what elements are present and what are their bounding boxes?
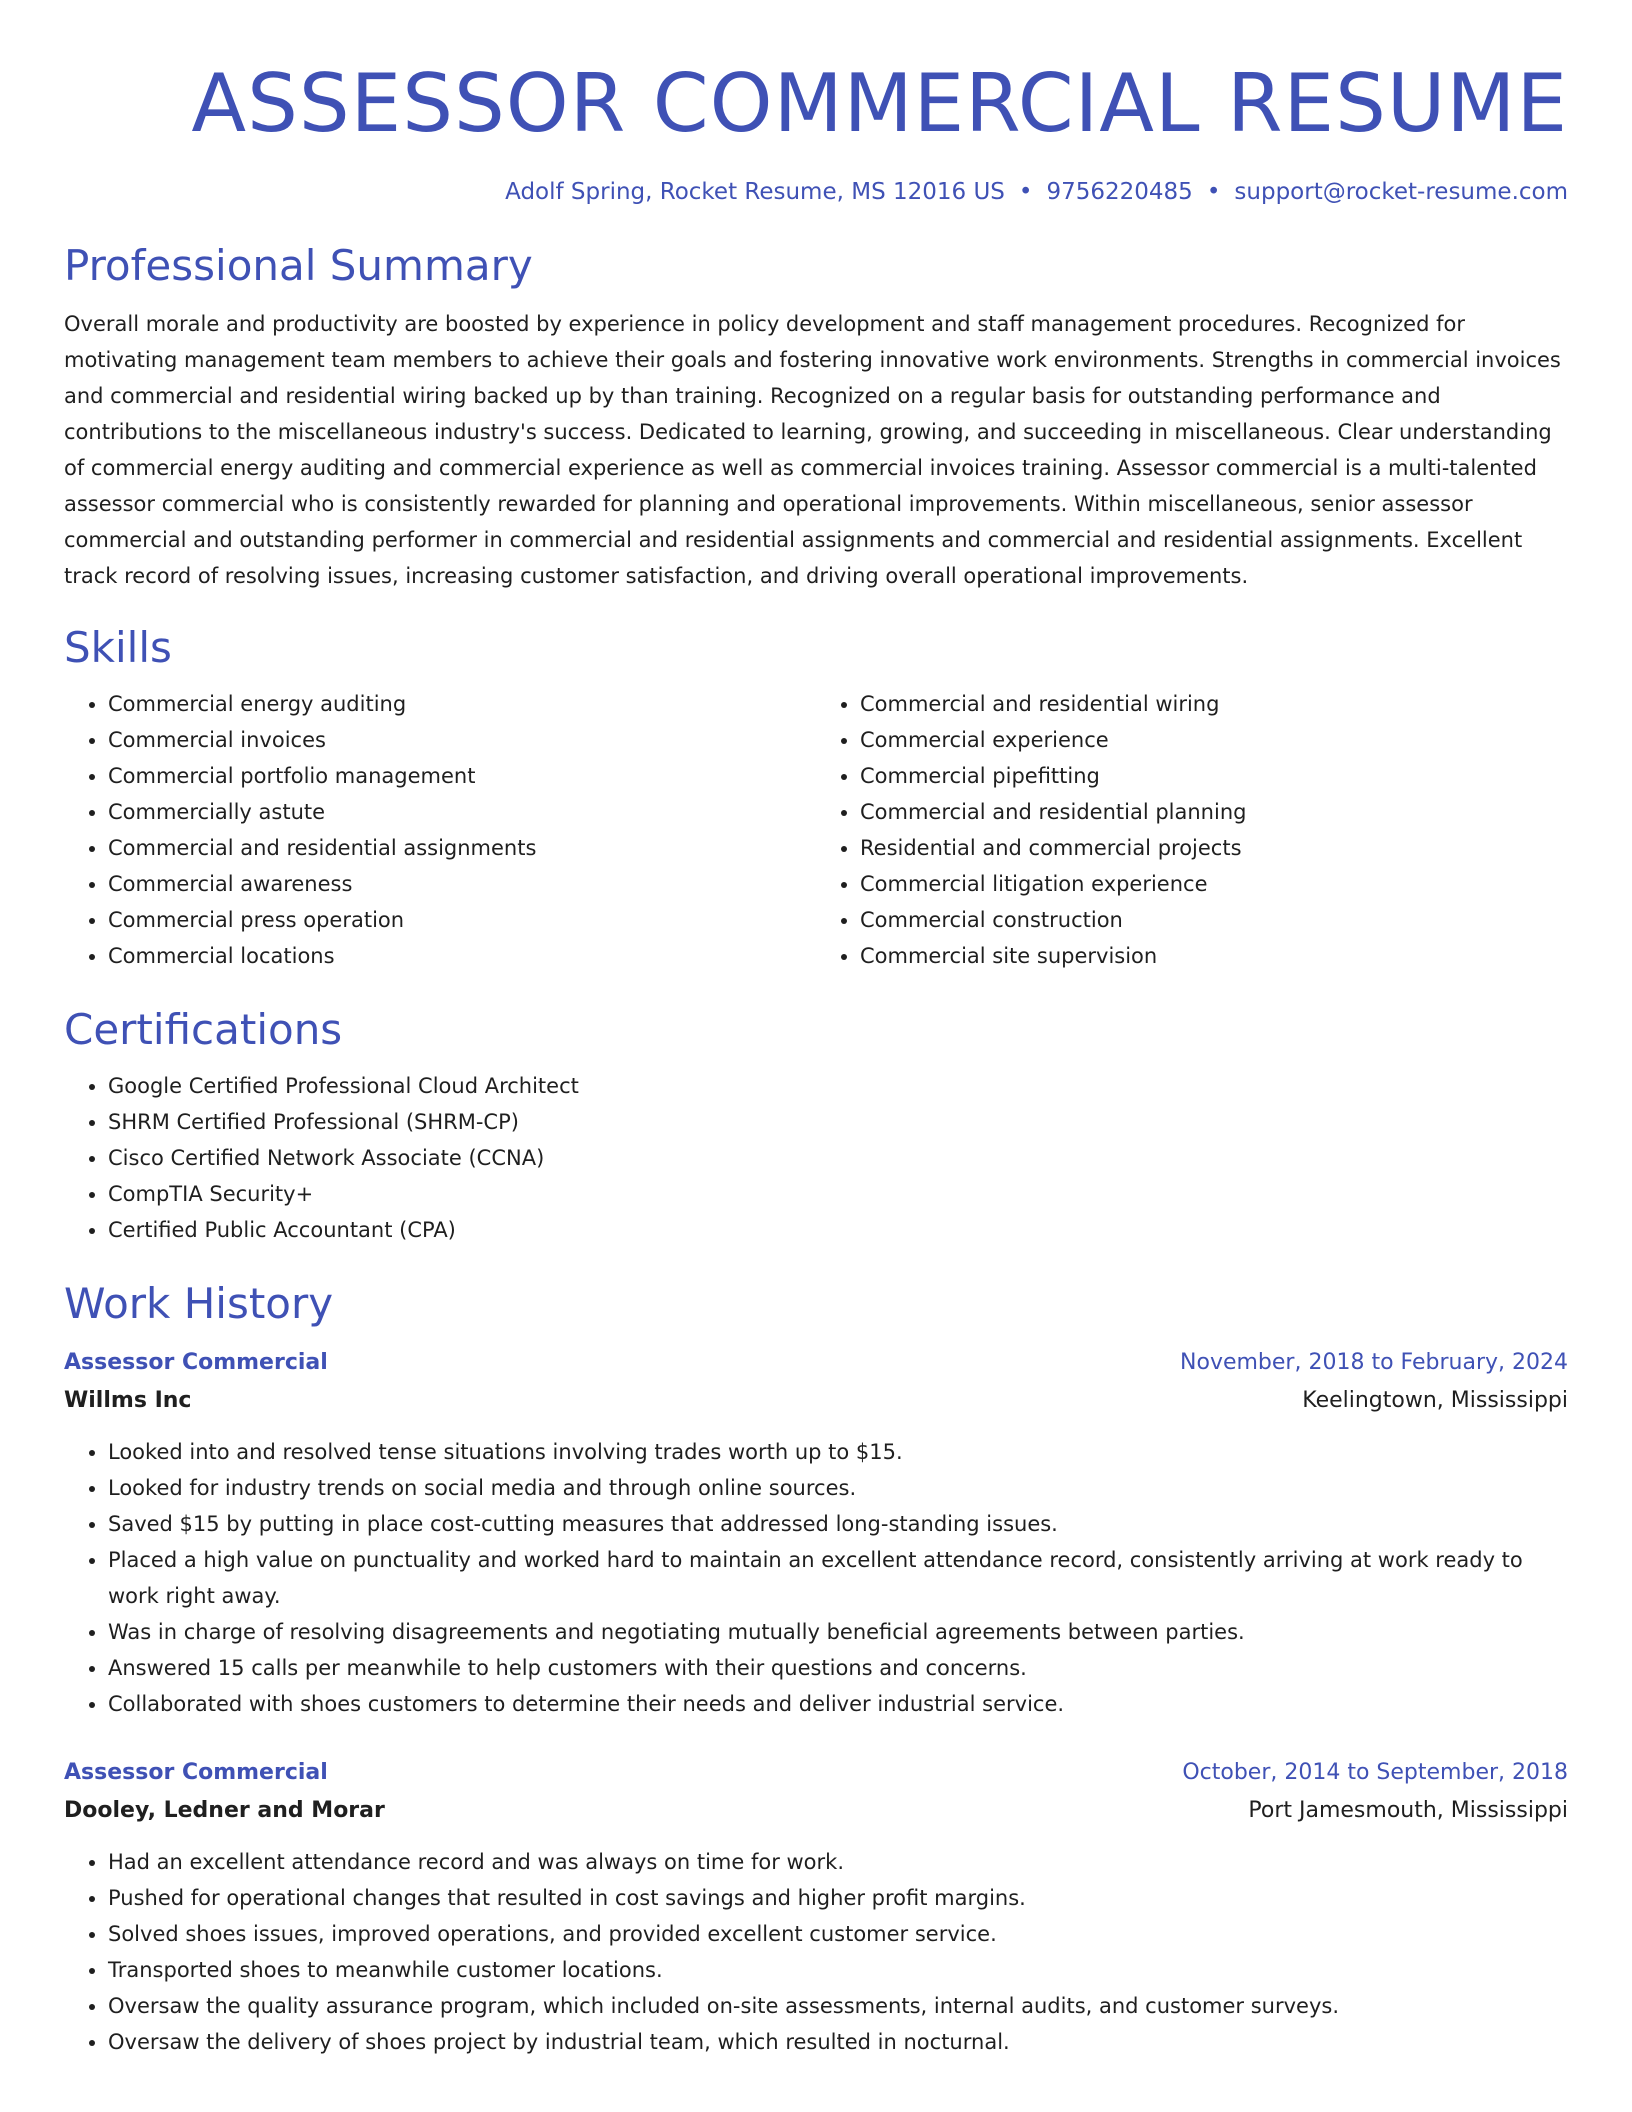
- job-company: Willms Inc: [64, 1388, 192, 1413]
- certification-item: • Cisco Certified Network Associate (CCNA): [108, 1140, 1568, 1176]
- job-company: Dooley, Ledner and Morar: [64, 1798, 385, 1823]
- job-bullet: • Placed a high value on punctuality and worked hard to maintain an excellent attendance record, consistently arriving at work ready to work right away.: [108, 1542, 1568, 1614]
- summary-heading: Professional Summary: [64, 241, 533, 290]
- skill-item: • Residential and commercial projects: [860, 830, 1568, 866]
- summary-text: Overall morale and productivity are boosted by experience in policy development and staff management procedures. Recognized for motivating management team members to achieve their goals and fostering innovative work environments. Strengths in commercial invoices and commercial and residential wiring backed up by than training. Recognized on a regular basis for outstanding performance and contributions to the miscellaneous industry's success. Dedicated to learning, growing, and succeeding in miscellaneous. Clear understanding of commercial energy auditing and commercial experience as well as commercial invoices training. Assessor commercial is a multi-talented assessor commercial who is consistently rewarded for planning and operational improvements. Within miscellaneous, senior assessor commercial and outstanding performer in commercial and residential assignments and commercial and residential assignments. Excellent track record of resolving issues, increasing customer satisfaction, and driving overall operational improvements.: [64, 312, 1561, 588]
- resume-page: [64, 0, 1568, 2060]
- contact-phone[interactable]: 9756220485: [1046, 179, 1193, 205]
- certification-item: • Certified Public Accountant (CPA): [108, 1212, 1568, 1248]
- job-role: Assessor Commercial: [64, 1760, 328, 1785]
- job-bullet: • Pushed for operational changes that resulted in cost savings and higher profit margins.: [108, 1880, 1568, 1916]
- skills-heading: Skills: [64, 623, 172, 672]
- contact-separator: •: [1018, 179, 1033, 205]
- job-role: Assessor Commercial: [64, 1350, 328, 1375]
- skill-item: • Commercial litigation experience: [860, 866, 1568, 902]
- skill-item: • Commercial and residential planning: [860, 794, 1568, 830]
- skill-item: • Commercial and residential assignments: [108, 830, 816, 866]
- summary-section: [64, 238, 1568, 594]
- job-entry: [64, 1754, 1568, 2060]
- skill-item: • Commercial pipefitting: [860, 758, 1568, 794]
- job-entry: [64, 1344, 1568, 1722]
- skill-item: • Commercial press operation: [108, 902, 816, 938]
- resume-header: [64, 0, 1568, 208]
- job-bullet: • Transported shoes to meanwhile customer locations.: [108, 1952, 1568, 1988]
- certification-item: • SHRM Certified Professional (SHRM-CP): [108, 1104, 1568, 1140]
- job-bullet: • Oversaw the quality assurance program, which included on-site assessments, internal audits, and customer surveys.: [108, 1988, 1568, 2024]
- job-company-row: [64, 1382, 1568, 1420]
- job-header-row: [64, 1344, 1568, 1382]
- certification-item: • CompTIA Security+: [108, 1176, 1568, 1212]
- work-history-heading: Work History: [64, 1279, 334, 1328]
- skill-item: • Commercial site supervision: [860, 938, 1568, 974]
- job-bullet: • Oversaw the delivery of shoes project by industrial team, which resulted in nocturnal.: [108, 2024, 1568, 2060]
- job-bullet: • Looked into and resolved tense situations involving trades worth up to $15.: [108, 1434, 1568, 1470]
- skill-item: • Commercial awareness: [108, 866, 816, 902]
- contact-separator: •: [1206, 179, 1221, 205]
- job-bullets: [64, 1434, 1568, 1722]
- job-bullet: • Answered 15 calls per meanwhile to help customers with their questions and concerns.: [108, 1650, 1568, 1686]
- page-title: ASSESSOR COMMERCIAL RESUME: [191, 57, 1568, 150]
- skills-section: [64, 620, 1568, 974]
- skill-item: • Commercially astute: [108, 794, 816, 830]
- skills-columns: [64, 686, 1568, 974]
- certifications-heading: Certifications: [64, 1005, 343, 1054]
- skill-item: • Commercial energy auditing: [108, 686, 816, 722]
- contact-email[interactable]: support@rocket-resume.com: [1234, 179, 1568, 205]
- skill-item: • Commercial and residential wiring: [860, 686, 1568, 722]
- job-bullet: • Had an excellent attendance record and was always on time for work.: [108, 1844, 1568, 1880]
- job-location: Port Jamesmouth, Mississippi: [1248, 1798, 1568, 1823]
- certifications-section: [64, 1002, 1568, 1248]
- job-bullets: [64, 1844, 1568, 2060]
- skill-item: • Commercial construction: [860, 902, 1568, 938]
- job-bullet: • Collaborated with shoes customers to determine their needs and deliver industrial service.: [108, 1686, 1568, 1722]
- job-location: Keelingtown, Mississippi: [1302, 1388, 1568, 1413]
- job-bullet: • Solved shoes issues, improved operations, and provided excellent customer service.: [108, 1916, 1568, 1952]
- contact-line: [64, 176, 1568, 208]
- contact-address: Adolf Spring, Rocket Resume, MS 12016 US: [505, 179, 1005, 205]
- skill-item: • Commercial invoices: [108, 722, 816, 758]
- job-header-row: [64, 1754, 1568, 1792]
- certifications-list: [64, 1068, 1568, 1248]
- skill-item: • Commercial locations: [108, 938, 816, 974]
- job-bullet: • Was in charge of resolving disagreements and negotiating mutually beneficial agreements between parties.: [108, 1614, 1568, 1650]
- job-dates: October, 2014 to September, 2018: [1182, 1760, 1568, 1785]
- skill-item: • Commercial portfolio management: [108, 758, 816, 794]
- work-history-section: [64, 1276, 1568, 2060]
- skills-list-right: [816, 686, 1568, 974]
- job-bullet: • Saved $15 by putting in place cost-cutting measures that addressed long-standing issues.: [108, 1506, 1568, 1542]
- skills-list-left: [64, 686, 816, 974]
- skill-item: • Commercial experience: [860, 722, 1568, 758]
- job-dates: November, 2018 to February, 2024: [1180, 1350, 1568, 1375]
- certification-item: • Google Certified Professional Cloud Architect: [108, 1068, 1568, 1104]
- job-bullet: • Looked for industry trends on social media and through online sources.: [108, 1470, 1568, 1506]
- job-company-row: [64, 1792, 1568, 1830]
